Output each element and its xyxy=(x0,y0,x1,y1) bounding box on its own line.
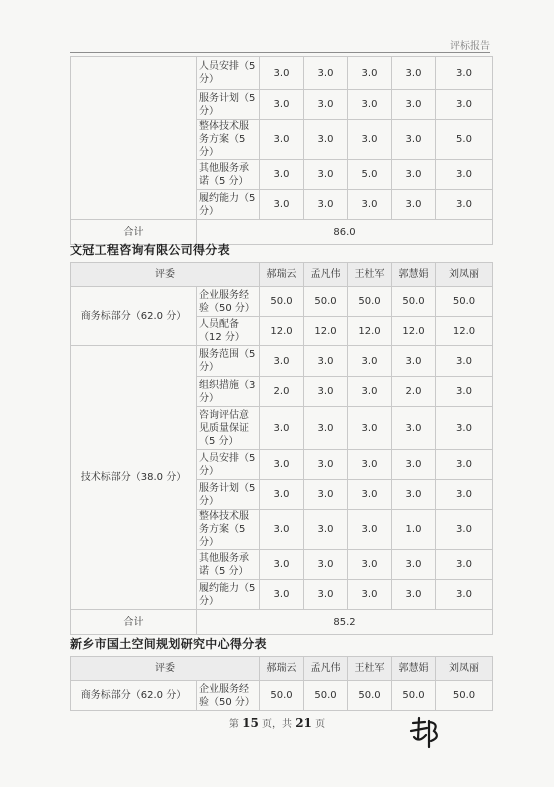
score-cell: 3.0 xyxy=(260,120,304,160)
criterion-label: 人员配备（12 分） xyxy=(197,317,260,346)
footer-prefix: 第 xyxy=(228,719,239,730)
score-row xyxy=(71,346,493,377)
score-cell: 50.0 xyxy=(304,681,348,711)
score-cell: 3.0 xyxy=(436,407,493,450)
score-cell: 2.0 xyxy=(260,377,304,407)
score-cell: 3.0 xyxy=(436,450,493,480)
total-label: 合计 xyxy=(71,220,197,245)
group-label: 商务标部分（62.0 分） xyxy=(71,681,197,711)
score-cell: 5.0 xyxy=(348,160,392,190)
criterion-label: 服务范围（5 分） xyxy=(197,346,260,377)
judge-name: 孟凡伟 xyxy=(304,657,348,681)
score-cell: 50.0 xyxy=(304,287,348,317)
score-cell: 50.0 xyxy=(348,287,392,317)
score-cell: 3.0 xyxy=(436,580,493,610)
score-cell: 3.0 xyxy=(436,377,493,407)
judge-name: 孟凡伟 xyxy=(304,263,348,287)
section-title-wenguan: 文冠工程咨询有限公司得分表 xyxy=(70,243,230,257)
score-cell: 3.0 xyxy=(392,90,436,120)
score-cell: 3.0 xyxy=(304,407,348,450)
score-cell: 3.0 xyxy=(436,57,493,90)
score-cell: 3.0 xyxy=(304,580,348,610)
score-cell: 3.0 xyxy=(348,550,392,580)
score-cell: 50.0 xyxy=(260,681,304,711)
score-cell: 50.0 xyxy=(392,287,436,317)
footer-middle: 页，共 xyxy=(262,719,292,730)
score-cell: 1.0 xyxy=(392,510,436,550)
score-cell: 3.0 xyxy=(348,57,392,90)
judge-name: 郭慧娟 xyxy=(392,263,436,287)
total-value: 85.2 xyxy=(197,610,493,635)
score-cell: 3.0 xyxy=(260,580,304,610)
score-table-wenguan xyxy=(70,262,493,635)
score-table-continued-body xyxy=(71,57,493,245)
criterion-label: 履约能力（5 分） xyxy=(197,190,260,220)
criterion-label: 整体技术服 务方案（5 分） xyxy=(197,510,260,550)
score-cell: 3.0 xyxy=(348,580,392,610)
score-cell: 5.0 xyxy=(436,120,493,160)
score-cell: 3.0 xyxy=(260,190,304,220)
score-cell: 3.0 xyxy=(436,550,493,580)
score-cell: 3.0 xyxy=(436,160,493,190)
judge-name: 刘凤丽 xyxy=(436,263,493,287)
judge-name: 刘凤丽 xyxy=(436,657,493,681)
score-cell: 3.0 xyxy=(436,346,493,377)
score-cell: 12.0 xyxy=(348,317,392,346)
score-cell: 3.0 xyxy=(304,480,348,510)
score-cell: 3.0 xyxy=(304,346,348,377)
score-cell: 3.0 xyxy=(392,120,436,160)
score-cell: 3.0 xyxy=(392,550,436,580)
judge-name: 郝瑞云 xyxy=(260,263,304,287)
criterion-label: 咨询评估意 见质量保证（5 分） xyxy=(197,407,260,450)
score-cell: 3.0 xyxy=(260,550,304,580)
score-cell: 3.0 xyxy=(304,377,348,407)
score-cell: 50.0 xyxy=(348,681,392,711)
footer-suffix: 页 xyxy=(315,719,326,730)
score-cell: 50.0 xyxy=(436,681,493,711)
score-cell: 3.0 xyxy=(260,57,304,90)
score-cell: 3.0 xyxy=(304,190,348,220)
score-cell: 3.0 xyxy=(392,190,436,220)
score-cell: 3.0 xyxy=(260,480,304,510)
score-cell: 3.0 xyxy=(260,510,304,550)
score-cell: 3.0 xyxy=(304,550,348,580)
score-table-wenguan-body xyxy=(71,263,493,635)
score-cell: 3.0 xyxy=(304,450,348,480)
score-cell: 50.0 xyxy=(392,681,436,711)
handwritten-signature xyxy=(407,713,447,753)
section-title-xinxiang: 新乡市国土空间规划研究中心得分表 xyxy=(70,637,267,651)
score-cell: 12.0 xyxy=(392,317,436,346)
score-cell: 3.0 xyxy=(436,190,493,220)
score-cell: 3.0 xyxy=(436,480,493,510)
judge-name: 王杜军 xyxy=(348,263,392,287)
score-table-continued xyxy=(70,56,493,245)
total-row xyxy=(71,610,493,635)
score-cell: 3.0 xyxy=(348,120,392,160)
criterion-label: 企业服务经验（50 分） xyxy=(197,287,260,317)
score-cell: 3.0 xyxy=(392,450,436,480)
score-cell: 3.0 xyxy=(436,90,493,120)
score-cell: 3.0 xyxy=(304,57,348,90)
group-label xyxy=(71,57,197,220)
score-cell: 12.0 xyxy=(436,317,493,346)
score-cell: 3.0 xyxy=(304,90,348,120)
score-cell: 3.0 xyxy=(436,510,493,550)
criterion-label: 其他服务承诺（5 分） xyxy=(197,160,260,190)
score-cell: 3.0 xyxy=(392,480,436,510)
criterion-label: 人员安排（5 分） xyxy=(197,450,260,480)
criterion-label: 其他服务承诺（5 分） xyxy=(197,550,260,580)
total-value: 86.0 xyxy=(197,220,493,245)
score-row xyxy=(71,287,493,317)
score-cell: 3.0 xyxy=(348,450,392,480)
score-cell: 50.0 xyxy=(436,287,493,317)
score-cell: 3.0 xyxy=(392,580,436,610)
score-cell: 12.0 xyxy=(260,317,304,346)
score-row xyxy=(71,57,493,90)
score-cell: 12.0 xyxy=(304,317,348,346)
score-cell: 3.0 xyxy=(260,160,304,190)
reviewer-header: 评委 xyxy=(71,657,260,681)
score-cell: 3.0 xyxy=(348,407,392,450)
score-cell: 3.0 xyxy=(392,346,436,377)
score-cell: 2.0 xyxy=(392,377,436,407)
header-rule xyxy=(70,52,490,53)
page-footer xyxy=(0,715,554,730)
score-cell: 3.0 xyxy=(348,346,392,377)
score-cell: 3.0 xyxy=(304,160,348,190)
criterion-label: 服务计划（5 分） xyxy=(197,480,260,510)
reviewer-header: 评委 xyxy=(71,263,260,287)
criterion-label: 整体技术服 务方案（5 分） xyxy=(197,120,260,160)
score-cell: 3.0 xyxy=(348,377,392,407)
score-cell: 3.0 xyxy=(348,190,392,220)
criterion-label: 企业服务经验（50 分） xyxy=(197,681,260,711)
header-row xyxy=(71,263,493,287)
judge-name: 郝瑞云 xyxy=(260,657,304,681)
score-cell: 3.0 xyxy=(348,510,392,550)
score-cell: 50.0 xyxy=(260,287,304,317)
score-cell: 3.0 xyxy=(260,346,304,377)
report-header-label: 评标报告 xyxy=(450,41,490,52)
group-label: 技术标部分（38.0 分） xyxy=(71,346,197,610)
criterion-label: 履约能力（5 分） xyxy=(197,580,260,610)
score-row xyxy=(71,681,493,711)
score-cell: 3.0 xyxy=(260,450,304,480)
score-cell: 3.0 xyxy=(260,90,304,120)
score-table-xinxiang-body xyxy=(71,657,493,711)
score-table-xinxiang xyxy=(70,656,493,711)
criterion-label: 服务计划（5 分） xyxy=(197,90,260,120)
group-label: 商务标部分（62.0 分） xyxy=(71,287,197,346)
score-cell: 3.0 xyxy=(392,57,436,90)
judge-name: 王杜军 xyxy=(348,657,392,681)
footer-page-number: 15 xyxy=(242,716,259,730)
judge-name: 郭慧娟 xyxy=(392,657,436,681)
score-cell: 3.0 xyxy=(304,120,348,160)
criterion-label: 人员安排（5 分） xyxy=(197,57,260,90)
score-cell: 3.0 xyxy=(392,407,436,450)
footer-total-pages: 21 xyxy=(295,716,312,730)
score-cell: 3.0 xyxy=(348,90,392,120)
score-cell: 3.0 xyxy=(304,510,348,550)
score-cell: 3.0 xyxy=(260,407,304,450)
header-row xyxy=(71,657,493,681)
score-cell: 3.0 xyxy=(392,160,436,190)
score-cell: 3.0 xyxy=(348,480,392,510)
criterion-label: 组织措施（3 分） xyxy=(197,377,260,407)
total-label: 合计 xyxy=(71,610,197,635)
